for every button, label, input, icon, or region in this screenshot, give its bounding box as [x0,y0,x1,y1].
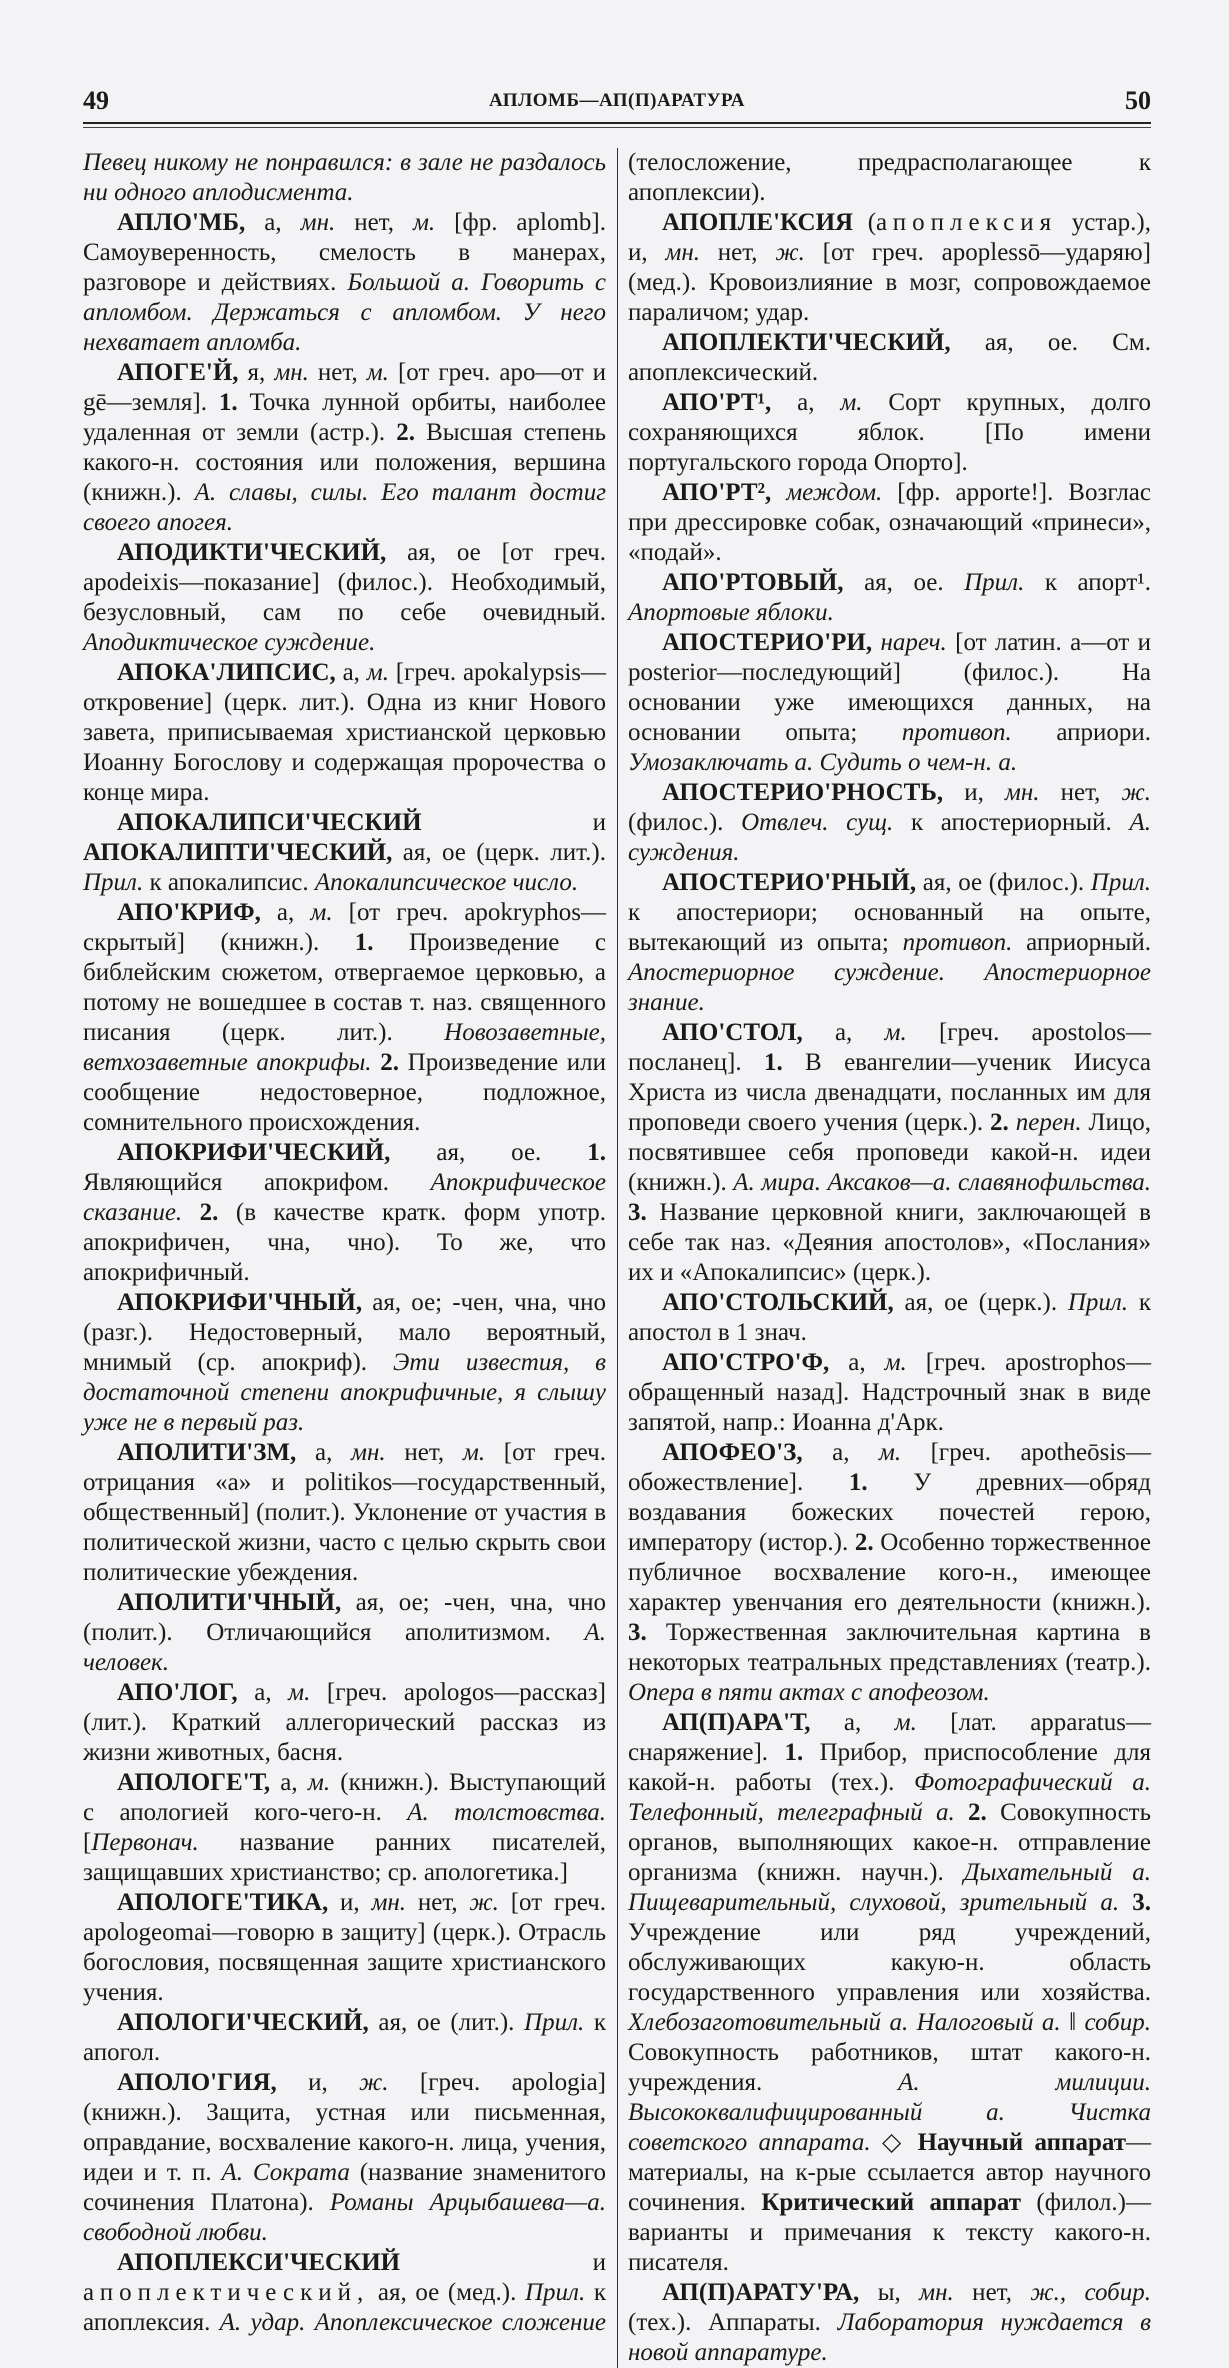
headword: 3. [628,1619,647,1646]
italic-text: А. славы, силы. Его талант достиг своего апогея. [83,479,606,536]
dictionary-entry [83,1678,606,1768]
italic-text: мн. [300,209,336,236]
entry-text: ая, ое (церк. лит.). [392,839,606,866]
italic-text: Прил. [1067,1289,1129,1316]
entry-text: ая, ое; -чен, чна, чно (разг.). Недостоверный, мало вероятный, мнимый (ср. апокриф). [83,1289,606,1376]
italic-text: мн. [1004,779,1040,806]
entry-text: название ранних писателей, защищавших христианство; ср. апологетика.] [83,1829,606,1886]
dictionary-entry [83,2008,606,2068]
italic-text: Опера в пяти актах с апофеозом. [628,1679,990,1706]
entry-text: Название церковной книги, заключающей в себе так наз. «Деяния апостолов», «Послания» их и «Апокалипсис» (церк.). [628,1199,1151,1286]
entry-text: ая, ое; -чен, чна, чно (полит.). Отличающийся аполитизмом. [83,1589,606,1646]
italic-text: А. милиции. Высококвалифицированный а. Чистка советского аппарата. [628,2069,1151,2156]
entry-text: В евангелии—ученик Иисуса Христа из числа двенадцати, посланных им для проповеди своего учения (церк.). [628,1049,1151,1136]
headword: АПОЛОГИ'ЧЕСКИЙ, [117,2009,369,2036]
entry-text: Являющийся апокрифом. [83,1169,431,1196]
italic-text: м. [878,1439,902,1466]
headword: АПО'РТ¹, [662,389,772,416]
italic-text: м. [894,1709,917,1736]
entry-text: нет, [700,239,776,266]
entry-text: нет, [953,2279,1031,2306]
headword: АПО'СТРО'Ф, [662,1349,830,1376]
entry-text: (тех.). Аппараты. [628,2309,838,2336]
entry-text: а, [245,209,301,236]
entry-text: [лат. apparatus—снаряжение]. [628,1709,1151,1766]
italic-text: ж., собир. [1030,2279,1151,2306]
headword: 2. [380,1049,399,1076]
entry-text: к апостериори; основанный на опыте, вытекающий из опыта; [628,899,1151,956]
italic-text: А. человек. [83,1619,606,1676]
headword: АПОФЕО'З, [662,1439,803,1466]
dictionary-entry [83,538,606,658]
entry-text: я, [238,359,275,386]
headword: АПО'СТОЛЬСКИЙ, [662,1289,894,1316]
italic-text: мн. [371,1889,407,1916]
entry-text: Произведение с библейским сюжетом, отвергаемое церковью, а потому не вошедшее в состав т. наз. священного писания (церк. лит.). [83,929,607,1046]
dictionary-entry [628,478,1151,568]
entry-text: и, [276,2069,360,2096]
italic-text: Эти известия, в достаточной степени апокрифичные, я слышу уже не в первый раз. [83,1349,606,1436]
headword: АПОКА'ЛИПСИС, [117,659,336,686]
italic-text: Певец никому не понравился: в зале не раздалось ни одного аплодисмента. [83,149,606,206]
headword: 1. [784,1739,804,1766]
entry-text: и, [328,1889,372,1916]
entry-text: [греч. apotheōsis—обожествление]. [628,1439,1151,1496]
entry-text: к апостол в 1 знач. [628,1289,1151,1346]
italic-text: Прил. [524,2279,586,2306]
headword: 3. [628,1199,647,1226]
headword: АПОЛОГЕ'Т, [117,1769,271,1796]
headword: АПОСТЕРИО'РНЫЙ, [662,869,917,896]
italic-text: м. [884,1349,907,1376]
entry-text: У древних—обряд воздавания божеских почестей герою, императору (истор.). [628,1469,1151,1556]
dictionary-columns [83,148,1151,2368]
entry-text: априорный. [1012,929,1151,956]
entry-text: (телосложение, предрасполагающее к апоплексии). [628,149,1151,206]
entry-text: и, [943,779,1005,806]
headword: АПО'РТ², [662,479,772,506]
headword: АПОЛИТИ'ЧНЫЙ, [117,1589,342,1616]
entry-text: ( [853,209,877,236]
header-rule [83,122,1151,124]
entry-text: [от латин. a—от и posterior—последующий] (филос.). На основании уже имеющихся данных, на основании опыта; [628,629,1151,746]
entry-text: [греч. apostrophos—обращенный назад]. Надстрочный знак в виде запятой, напр.: Иоанна д'Арк. [628,1349,1151,1436]
entry-text: а, [802,1019,885,1046]
italic-text: м. [307,1769,331,1796]
italic-text: Апортовые яблоки. [628,599,834,626]
headword: АПОСТЕРИО'РНОСТЬ, [662,779,944,806]
italic-text: Прил. [1090,869,1151,896]
italic-text: Апокрифическое сказание. [83,1169,606,1226]
headword: АПОКРИФИ'ЧЕСКИЙ, [117,1139,391,1166]
headword: АПОЛО'ГИЯ, [117,2069,277,2096]
italic-text: Прил. [83,869,144,896]
entry-text: ая, ое [от греч. apodeixis—показание] (филос.). Необходимый, безусловный, сам по себе очевидный. [83,539,606,626]
dictionary-entry [628,1348,1151,1438]
italic-text: А. толстовства. [407,1799,606,1826]
dictionary-entry [628,1288,1151,1348]
dictionary-entry [83,1888,606,2008]
entry-text: (филос.). [628,809,742,836]
entry-text: а, [296,1439,352,1466]
italic-text: противоп. [901,719,1012,746]
dictionary-entry [83,148,606,208]
italic-text: м. [412,209,436,236]
entry-text: апоплексия [876,209,1058,236]
headword: АПО'ЛОГ, [117,1679,238,1706]
left-page-number: 49 [83,86,109,115]
entry-text: Совокупность органов, выполняющих какое-н. отправление организма (книжн. научн.). [628,1799,1151,1886]
headword: АПОКРИФИ'ЧНЫЙ, [117,1289,363,1316]
italic-text: м. [884,1019,907,1046]
italic-text: А. удар. Апоплексическое сложение [219,2309,607,2336]
dictionary-entry [628,1018,1151,1288]
entry-text: а, [810,1709,895,1736]
entry-text [1009,1109,1016,1136]
entry-text: [греч. apologia] (книжн.). Защита, устная или письменная, оправдание, восхваление какого-н. лица, учения, идеи и т. п. [83,2069,606,2186]
headword: 2. [968,1799,987,1826]
italic-text: А. суждения. [628,809,1151,866]
italic-text: Лаборатория нуждается в новой аппаратуре. [628,2309,1151,2366]
dictionary-entry [628,778,1151,868]
entry-text: [от греч. apoplessō—ударяю] (мед.). Кровоизлияние в мозг, сопровождаемое параличом; удар. [628,239,1151,326]
entry-text: а, [260,899,311,926]
italic-text: м. [840,389,863,416]
entry-text: ая, ое (лит.). [368,2009,525,2036]
entry-text: к апогол. [83,2009,607,2066]
headword: АП(П)АРА'Т, [662,1709,811,1736]
dictionary-entry [83,2068,606,2248]
headword: АПО'РТОВЫЙ, [662,569,844,596]
entry-text: устар.), и, [628,209,1151,266]
entry-text: Торжественная заключительная картина в некоторых театральных представлениях (театр.). [628,1619,1151,1676]
headword: АПОГЕ'Й, [117,359,239,386]
dictionary-entry [83,898,606,1138]
italic-text: Отвлеч. сущ. [741,809,894,836]
entry-text: Произведение или сообщение недостоверное, подложное, сомнительного происхождения. [83,1049,606,1136]
dictionary-entry [628,1708,1151,2278]
headword: Научный аппарат [917,2129,1126,2156]
dictionary-entry [83,1588,606,1678]
headword: 3. [1132,1889,1151,1916]
italic-text: противоп. [902,929,1013,956]
entry-text: Учреждение или ряд учреждений, обслуживающих какую-н. область государственного управления или хозяйства. [628,1919,1151,2006]
entry-text: априори. [1011,719,1151,746]
dictionary-entry [83,658,606,808]
entry-text: [греч. apologos—рассказ] (лит.). Краткий аллегорический рассказ из жизни животных, басня. [83,1679,606,1766]
italic-text: Дыхательный а. Пищеварительный, слуховой, зрительный а. [628,1859,1151,1916]
entry-text: [от греч. отрицания «а» и politikos—государственный, общественный] (полит.). Уклонение от участия в политической жизни, часто с целью скрыть свои политические убеждения. [83,1439,606,1586]
entry-text: (название знаменитого сочинения Платона). [83,2159,606,2216]
italic-text: Фотографический а. Телефонный, телеграфный а. [628,1769,1151,1826]
italic-text: м. [462,1439,486,1466]
entry-text: ◇ [870,2129,918,2156]
entry-text: —материалы, на к-рые ссылается автор научного сочинения. [628,2129,1151,2216]
italic-text: ж. [359,2069,389,2096]
dictionary-entry [83,358,606,538]
italic-text: Апокалипсическое число. [314,869,579,896]
entry-text: нет, [308,359,367,386]
entry-text: нет, [406,1889,470,1916]
headword: АПО'КРИФ, [117,899,261,926]
headword: 1. [763,1049,783,1076]
entry-text: а, [270,1769,308,1796]
italic-text: А. Сократа [221,2159,350,2186]
headword: 2. [990,1109,1009,1136]
italic-text: Новозаветные, ветхозаветные апокрифы. [83,1019,606,1076]
entry-text: ая, ое. [843,569,965,596]
headword: АПОЛИТИ'ЗМ, [117,1439,297,1466]
entry-text [771,479,786,506]
entry-text: а, [829,1349,885,1376]
dictionary-entry [83,1768,606,1888]
italic-text: Умозаключать а. Судить о чем-н. а. [628,749,1018,776]
entry-text: [от греч. apo—от и gē—земля]. [83,359,607,416]
entry-text: (книжн.). Выступающий с апологией кого-чего-н. [83,1769,606,1826]
entry-text: (в качестве кратк. форм употр. апокрифичен, чна, чно). То же, что апокрифичный. [83,1199,607,1286]
italic-text: м. [366,359,389,386]
dictionary-entry [628,568,1151,628]
page-header [83,86,1151,120]
running-head: АПЛОМБ—АП(П)АРАТУРА [489,90,745,111]
italic-text: Хлебозаготовительный а. Налоговый а. [628,2009,1061,2036]
entry-text: (филол.)—варианты и примечания к тексту какого-н. писателя. [628,2189,1151,2276]
dictionary-entry [83,1288,606,1438]
entry-text: Особенно торжественное публичное восхваление кого-н., имеющее характер увенчания его деятельности (книжн.). [628,1529,1151,1616]
headword: 2. [854,1529,874,1556]
italic-text: Прил. [964,569,1025,596]
entry-text: [от греч. apologeomai—говорю в защиту] (церк.). Отрасль богословия, посвященная защите христианского учения. [83,1889,606,2006]
headword: 1. [218,389,238,416]
headword: Критический аппарат [761,2189,1022,2216]
entry-text: [греч. apostolos—посланец]. [628,1019,1151,1076]
italic-text: Прил. [524,2009,585,2036]
italic-text: А. мира. Аксаков—а. славянофильства. [733,1169,1151,1196]
headword: 1. [587,1139,606,1166]
italic-text: мн. [351,1439,386,1466]
italic-text: ж. [1121,779,1151,806]
headword: 2. [199,1199,219,1226]
headword: АПОДИКТИ'ЧЕСКИЙ, [117,539,387,566]
italic-text: мн. [919,2279,954,2306]
entry-text: ы, [859,2279,920,2306]
dictionary-entry [628,388,1151,478]
headword: АПОПЛЕКСИ'ЧЕСКИЙ [117,2249,401,2276]
headword: 1. [848,1469,868,1496]
entry-text: [ [83,1829,92,1856]
dictionary-entry [628,2278,1151,2368]
entry-text: [греч. apokalypsis—откровение] (церк. лит.). Одна из книг Нового завета, приписываемая христианской церковью Иоанну Богослову и содержащая пророчества о конце мира. [83,659,606,806]
headword: АПОПЛЕКТИ'ЧЕСКИЙ, [662,329,951,356]
italic-text: мн. [665,239,701,266]
entry-text: Лицо, посвятившее себя проповеди какой-н. идеи (книжн.). [628,1109,1152,1196]
entry-text: Сорт крупных, долго сохраняющихся яблок. [По имени португальского города Опорто]. [628,389,1151,476]
entry-text: ая, ое (филос.). [916,869,1091,896]
dictionary-entry [628,628,1151,778]
entry-text: [фр. apporte!]. Возглас при дрессировке собак, означающий «принеси», «подай». [628,479,1152,566]
entry-text: к апокалипсис. [143,869,315,896]
headword: АПОСТЕРИО'РИ, [662,629,873,656]
headword: АПЛО'МБ, [117,209,246,236]
italic-text: Романы Арцыбашева—а. свободной любви. [83,2189,606,2246]
entry-text: апоплектический, [83,2279,370,2306]
entry-text: а, [802,1439,879,1466]
dictionary-entry [628,208,1151,328]
italic-text: Большой а. Говорить с апломбом. Держаться с апломбом. У него нехватает апломба. [83,269,606,356]
entry-text: ая, ое. [390,1139,588,1166]
header-rule-thin [83,127,1151,128]
italic-text: Первонач. [91,1829,199,1856]
entry-text: к апостериорный. [893,809,1130,836]
dictionary-entry [83,208,606,358]
entry-text: ая, ое (мед.). [369,2279,525,2306]
headword: 2. [396,419,415,446]
headword: АПОЛОГЕ'ТИКА, [117,1889,329,1916]
italic-text: м. [366,659,389,686]
entry-text: нет, [335,209,413,236]
entry-text: [фр. aplomb]. Самоуверенность, смелость в манерах, разговоре и действиях. [83,209,606,296]
italic-text: междом. [786,479,883,506]
headword: 1. [354,929,374,956]
dictionary-entry [628,1438,1151,1708]
entry-text: к апоплексия. [83,2279,606,2336]
entry-text: [от греч. apokryphos—скрытый] (книжн.). [83,899,606,956]
entry-text: и [400,2249,606,2276]
italic-text: мн. [274,359,309,386]
italic-text: м. [310,899,333,926]
italic-text: Аподиктическое суждение. [83,629,376,656]
italic-text: нареч. [880,629,947,656]
headword: АПО'СТОЛ, [662,1019,803,1046]
entry-text: а, [237,1679,289,1706]
entry-text: ‖ [1060,2009,1085,2036]
entry-text: а, [771,389,841,416]
entry-text: Высшая степень какого-н. состояния или положения, вершина (книжн.). [83,419,606,506]
entry-text: нет, [1039,779,1122,806]
italic-text: м. [288,1679,311,1706]
entry-text: к апорт¹. [1024,569,1151,596]
entry-text: и [421,809,606,836]
dictionary-entry [83,1438,606,1588]
entry-text: Прибор, приспособление для какой-н. работы (тех.). [628,1739,1151,1796]
dictionary-entry [628,328,1151,388]
headword: АП(П)АРАТУ'РА, [662,2279,860,2306]
entry-text: ая, ое (церк.). [893,1289,1068,1316]
entry-text: Точка лунной орбиты, наиболее удаленная от земли (астр.). [83,389,606,446]
dictionary-entry [83,808,606,898]
italic-text: ж. [469,1889,499,1916]
dictionary-entry [628,868,1151,1018]
italic-text: Апостериорное суждение. Апостериорное знание. [628,959,1151,1016]
italic-text: перен. [1015,1109,1082,1136]
headword: АПОКАЛИПТИ'ЧЕСКИЙ, [83,839,393,866]
headword: АПОКАЛИПСИ'ЧЕСКИЙ [117,809,422,836]
headword: АПОПЛЕ'КСИЯ [662,209,854,236]
dictionary-entry [83,1138,606,1288]
entry-text: нет, [385,1439,463,1466]
right-page-number: 50 [1125,86,1151,115]
entry-text: а, [335,659,367,686]
entry-text: ая, ое. См. апоплексический. [628,329,1151,386]
italic-text: ж. [775,239,805,266]
italic-text: собир. [1084,2009,1151,2036]
entry-text: Совокупность работников, штат какого-н. учреждения. [628,2039,1151,2096]
